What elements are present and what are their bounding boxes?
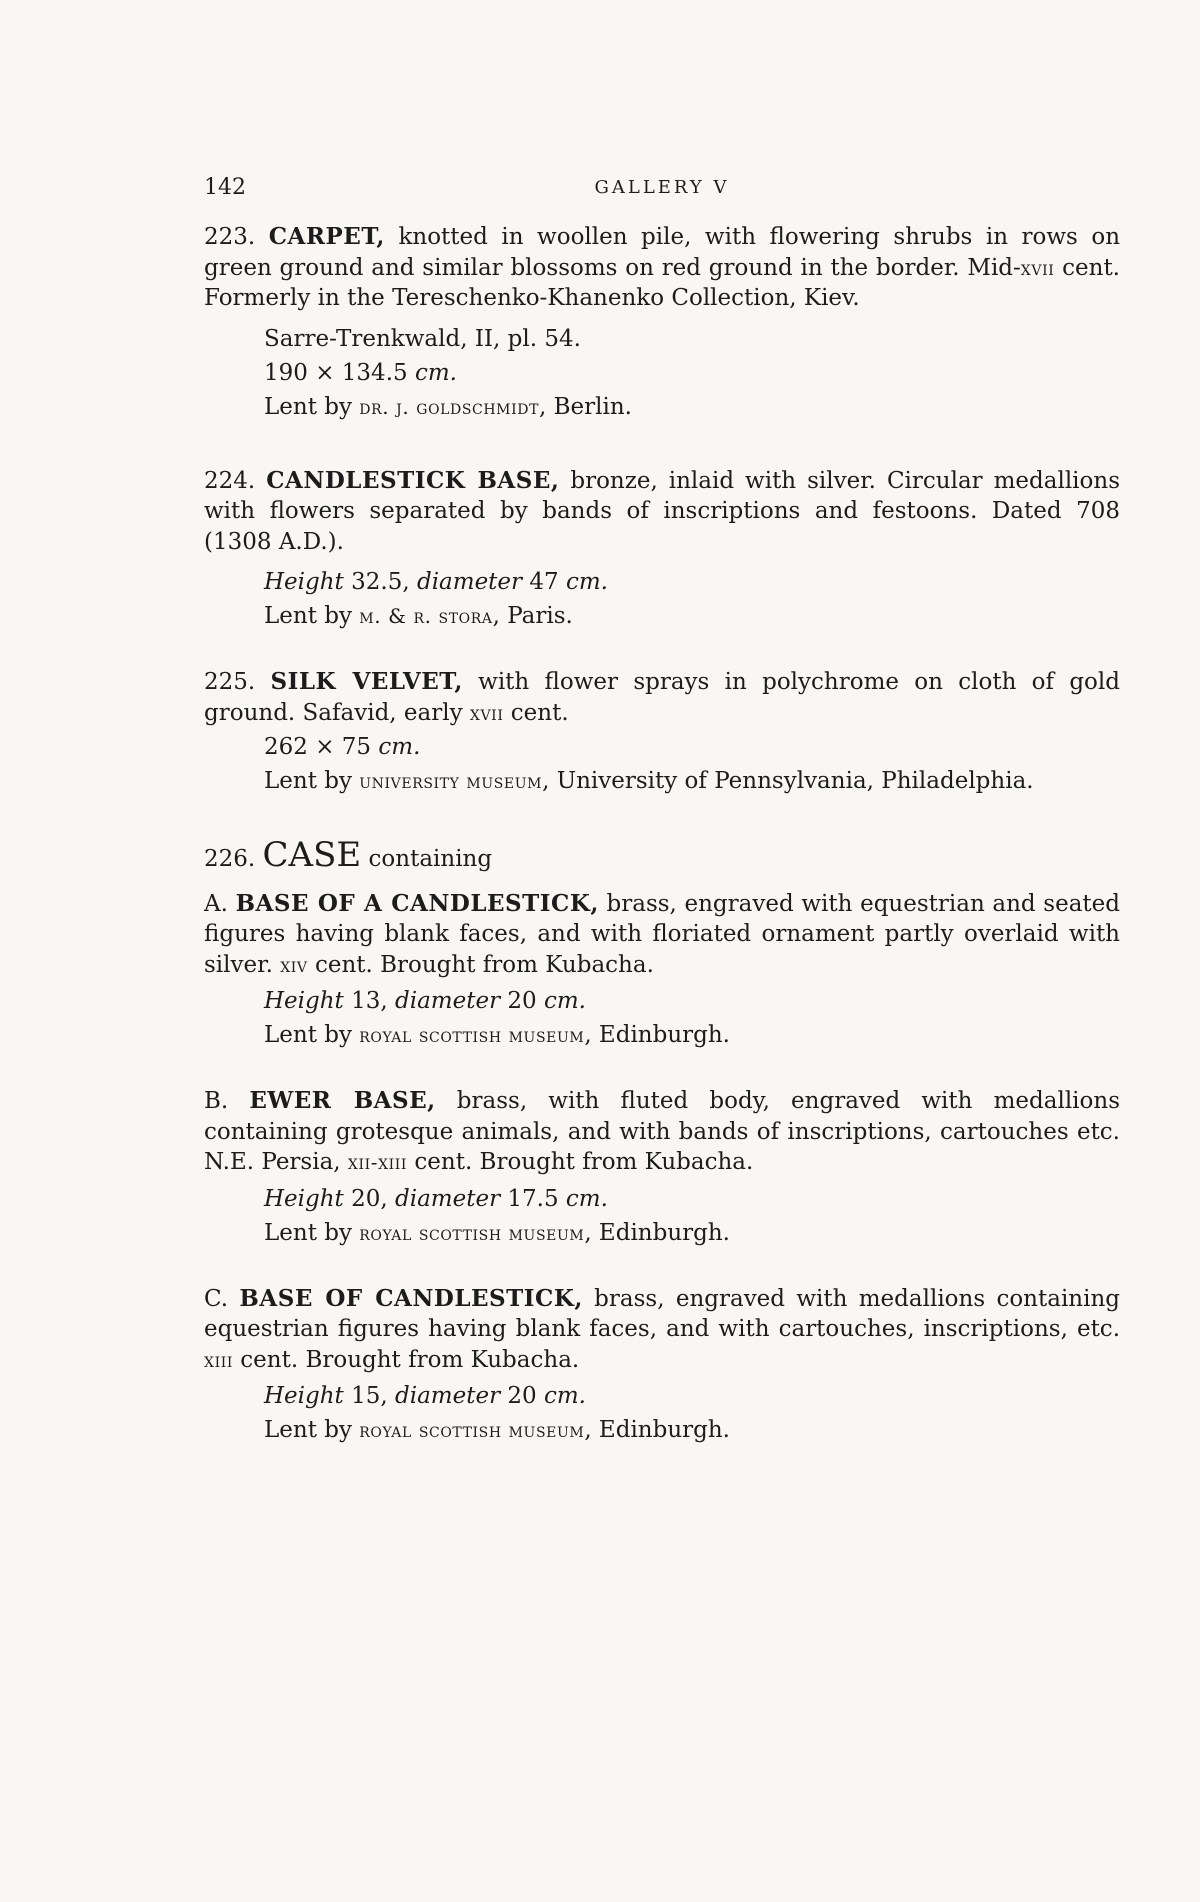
diameter-label: diameter [416, 569, 523, 595]
height-value: 15, [351, 1383, 388, 1409]
dimensions-unit: cm. [565, 569, 608, 595]
lender-name: royal scottish museum [359, 1023, 585, 1047]
height-label: Height [264, 1383, 344, 1409]
lender-location: , Edinburgh. [584, 1219, 730, 1246]
case-item-c [204, 1284, 1120, 1446]
diameter-label: diameter [395, 1383, 501, 1409]
item-title: EWER BASE, [249, 1087, 436, 1114]
dimensions-unit: cm. [565, 1185, 608, 1212]
height-label: Height [264, 988, 344, 1014]
entry-title: SILK VELVET, [270, 668, 463, 695]
item-century: xiv [280, 952, 308, 977]
entry-dimensions [264, 358, 1120, 388]
entry-text-end: cent. Formerly in the Tereschenko-Khanenko Collection, Kiev. [204, 254, 1120, 311]
item-dimensions [264, 986, 1120, 1016]
lent-prefix: Lent by [264, 393, 352, 420]
item-description [204, 1086, 1120, 1178]
entry-title: CASE [262, 835, 362, 875]
entry-number: 224. [204, 467, 256, 494]
item-description [204, 889, 1120, 981]
item-letter: A. [204, 890, 228, 917]
diameter-value: 20 [507, 988, 537, 1014]
lender-name: royal scottish museum [359, 1220, 585, 1245]
dimensions-value: 190 × 134.5 [264, 359, 408, 386]
height-label: Height [264, 1185, 344, 1212]
lender-location: , Berlin. [539, 393, 632, 420]
lent-prefix: Lent by [264, 603, 352, 629]
diameter-label: diameter [395, 988, 501, 1014]
page-header [204, 175, 1120, 205]
entry-text: bronze, inlaid with silver. Circular medallions with flowers separated by bands of inscriptions and festoons. Dated 708 (1308 A.D.). [204, 467, 1121, 555]
height-value: 13, [351, 988, 388, 1014]
item-title: BASE OF CANDLESTICK, [239, 1284, 583, 1312]
entry-number: 226. [204, 846, 256, 872]
lent-prefix: Lent by [264, 1417, 352, 1443]
item-century: xii-xiii [347, 1150, 408, 1174]
item-lender [264, 1020, 1120, 1050]
diameter-value: 20 [507, 1383, 537, 1409]
case-item-a [204, 889, 1120, 1051]
lender-location: , Paris. [492, 603, 573, 629]
entry-223 [204, 222, 1120, 422]
page-body [204, 222, 1120, 1445]
dimensions-unit: cm. [378, 734, 421, 760]
item-letter: C. [204, 1285, 229, 1312]
item-dimensions [264, 1381, 1120, 1411]
case-item-b [204, 1086, 1120, 1248]
lender-location: , University of Pennsylvania, Philadelphia. [542, 768, 1034, 794]
item-text-end: cent. Brought from Kubacha. [307, 951, 654, 978]
entry-century: xvii [1020, 255, 1055, 280]
lent-prefix: Lent by [264, 1219, 352, 1246]
entry-lender [264, 601, 1120, 631]
item-description [204, 1284, 1120, 1376]
entry-description [204, 466, 1120, 558]
lent-prefix: Lent by [264, 768, 352, 794]
item-lender [264, 1218, 1120, 1248]
diameter-label: diameter [395, 1185, 501, 1212]
diameter-value: 47 [529, 569, 559, 595]
entry-dimensions [264, 732, 1120, 762]
dimensions-unit: cm. [543, 988, 586, 1014]
entry-lender [264, 392, 1120, 422]
entry-description [204, 222, 1120, 314]
entry-number: 223. [204, 224, 256, 250]
height-value: 20, [351, 1185, 388, 1212]
entry-title: CARPET, [268, 223, 385, 250]
dimensions-value: 262 × 75 [264, 734, 372, 760]
height-value: 32.5, [351, 569, 410, 595]
item-text: brass, engraved with equestrian and seated figures having blank faces, and with floriated ornament partly overlaid with silver. [204, 890, 1121, 978]
entry-century: xvii [469, 700, 504, 725]
lender-name: royal scottish museum [359, 1418, 585, 1442]
entry-text-end: cent. [503, 699, 569, 726]
running-title: GALLERY V [594, 177, 730, 198]
dimensions-unit: cm. [414, 359, 457, 386]
lender-name: m. & r. stora [359, 604, 493, 628]
item-text: brass, with fluted body, engraved with medallions containing grotesque animals, and with bands of inscriptions, cartouches etc. N.E. Persia, [204, 1088, 1120, 1175]
entry-224 [204, 466, 1120, 632]
item-lender [264, 1415, 1120, 1445]
item-text-end: cent. Brought from Kubacha. [232, 1346, 580, 1373]
lent-prefix: Lent by [264, 1022, 352, 1048]
lender-location: , Edinburgh. [584, 1417, 730, 1443]
item-title: BASE OF A CANDLESTICK, [235, 889, 599, 917]
entry-dimensions [264, 567, 1120, 597]
entry-number: 225. [204, 669, 256, 695]
diameter-value: 17.5 [507, 1185, 559, 1212]
page-number: 142 [204, 175, 246, 200]
height-label: Height [264, 569, 344, 595]
entry-description [204, 667, 1120, 728]
item-text-end: cent. Brought from Kubacha. [407, 1149, 754, 1175]
entry-text: with flower sprays in polychrome on cloth of gold ground. Safavid, early [204, 669, 1120, 726]
entry-reference: Sarre-Trenkwald, II, pl. 54. [264, 325, 581, 352]
lender-name: university museum [359, 769, 543, 793]
item-century: xiii [204, 1347, 233, 1372]
lender-name: dr. j. goldschmidt [359, 394, 540, 419]
entry-lender [264, 766, 1120, 796]
entry-225 [204, 667, 1120, 796]
entry-text: knotted in woollen pile, with flowering shrubs in rows on green ground and similar blossoms on red ground in the border. Mid- [204, 224, 1121, 281]
item-letter: B. [204, 1088, 229, 1114]
entry-heading [204, 835, 1120, 875]
entry-226 [204, 835, 1120, 875]
lender-location: , Edinburgh. [584, 1022, 730, 1048]
entry-title: CANDLESTICK BASE, [266, 466, 560, 494]
item-text: brass, engraved with medallions containing equestrian figures having blank faces, and with cartouches, inscriptions, etc. [204, 1285, 1121, 1342]
entry-suffix: containing [368, 846, 493, 872]
item-dimensions [264, 1184, 1120, 1214]
dimensions-unit: cm. [543, 1383, 586, 1409]
